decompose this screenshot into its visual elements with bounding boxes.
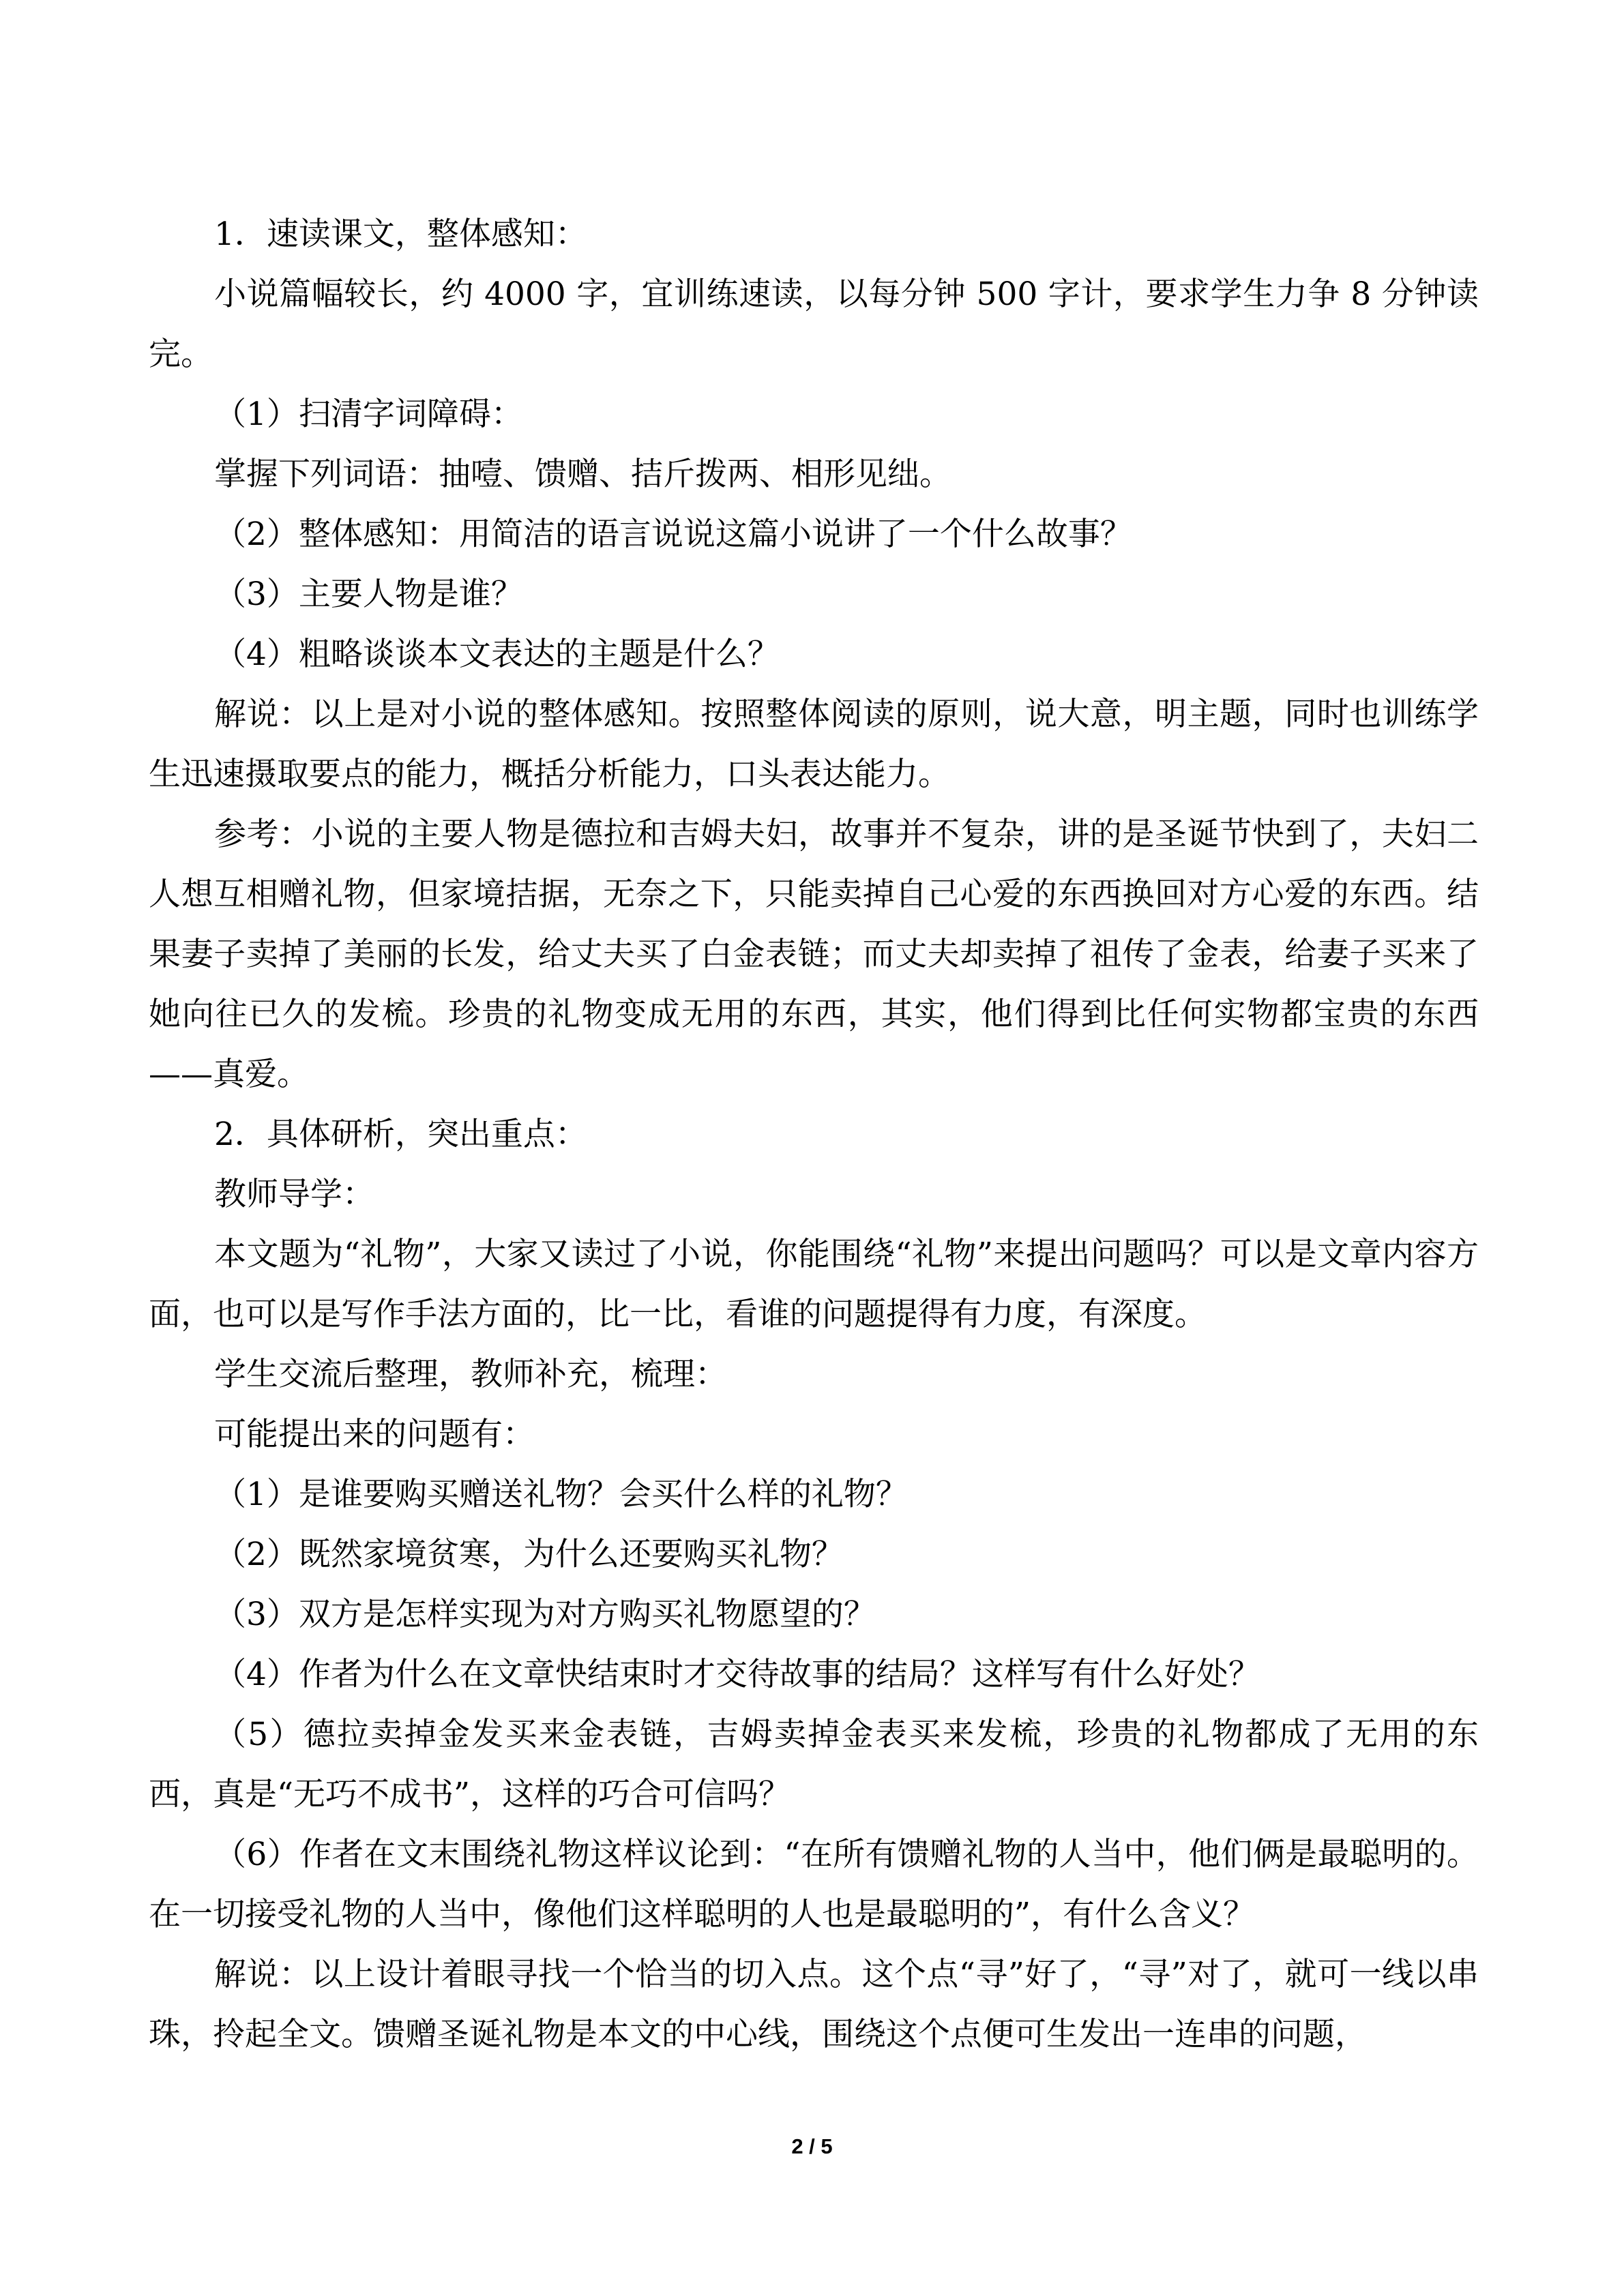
list-item: （6）作者在文末围绕礼物这样议论到：“在所有馈赠礼物的人当中，他们俩是最聪明的。在一切接受礼物的人当中，像他们这样聪明的人也是最聪明的”，有什么含义？ (149, 1836, 1479, 1933)
paragraph: 小说篇幅较长，约 4000 字，宜训练速读，以每分钟 500 字计，要求学生力争 8 分钟读完。 (149, 275, 1479, 373)
paragraph: 掌握下列词语：抽噎、馈赠、拮斤拨两、相形见绌。 (214, 456, 951, 493)
list-item: （1）扫清字词障碍： (214, 396, 523, 433)
paragraph: 可能提出来的问题有： (214, 1416, 535, 1453)
section-heading-analysis: 2．具体研析，突出重点： (214, 1116, 587, 1153)
list-item: （3）双方是怎样实现为对方购买礼物愿望的？ (214, 1596, 876, 1633)
paragraph: 学生交流后整理，教师补充，梳理： (214, 1356, 727, 1393)
document-body (149, 205, 1479, 2065)
list-item: （2）整体感知：用简洁的语言说说这篇小说讲了一个什么故事？ (214, 516, 1132, 553)
list-item: （5）德拉卖掉金发买来金表链，吉姆卖掉金表买来发梳，珍贵的礼物都成了无用的东西，真是“无巧不成书”，这样的巧合可信吗？ (149, 1716, 1479, 1813)
list-item: （4）粗略谈谈本文表达的主题是什么？ (214, 636, 780, 673)
page-number: 2 / 5 (791, 2134, 833, 2158)
paragraph: 教师导学： (214, 1176, 374, 1213)
paragraph: 解说：以上设计着眼寻找一个恰当的切入点。这个点“寻”好了，“寻”对了，就可一线以串珠，拎起全文。馈赠圣诞礼物是本文的中心线，围绕这个点便可生发出一连串的问题， (149, 1956, 1479, 2053)
list-item: （1）是谁要购买赠送礼物？会买什么样的礼物？ (214, 1476, 908, 1513)
list-item: （2）既然家境贫寒，为什么还要购买礼物？ (214, 1536, 844, 1573)
list-item: （4）作者为什么在文章快结束时才交待故事的结局？这样写有什么好处？ (214, 1656, 1260, 1693)
section-heading-skim-reading: 1．速读课文，整体感知： (214, 215, 587, 253)
paragraph: 参考：小说的主要人物是德拉和吉姆夫妇，故事并不复杂，讲的是圣诞节快到了，夫妇二人想互相赠礼物，但家境拮据，无奈之下，只能卖掉自己心爱的东西换回对方心爱的东西。结果妻子卖掉了美丽的长发，给丈夫买了白金表链；而丈夫却卖掉了祖传了金表，给妻子买来了她向往已久的发梳。珍贵的礼物变成无用的东西，其实，他们得到比任何实物都宝贵的东西——真爱。 (149, 816, 1479, 1093)
paragraph: 解说：以上是对小说的整体感知。按照整体阅读的原则，说大意，明主题，同时也训练学生迅速摄取要点的能力，概括分析能力，口头表达能力。 (149, 696, 1479, 793)
paragraph: 本文题为“礼物”，大家又读过了小说，你能围绕“礼物”来提出问题吗？可以是文章内容方面，也可以是写作手法方面的，比一比，看谁的问题提得有力度，有深度。 (149, 1236, 1479, 1333)
list-item: （3）主要人物是谁？ (214, 576, 523, 613)
